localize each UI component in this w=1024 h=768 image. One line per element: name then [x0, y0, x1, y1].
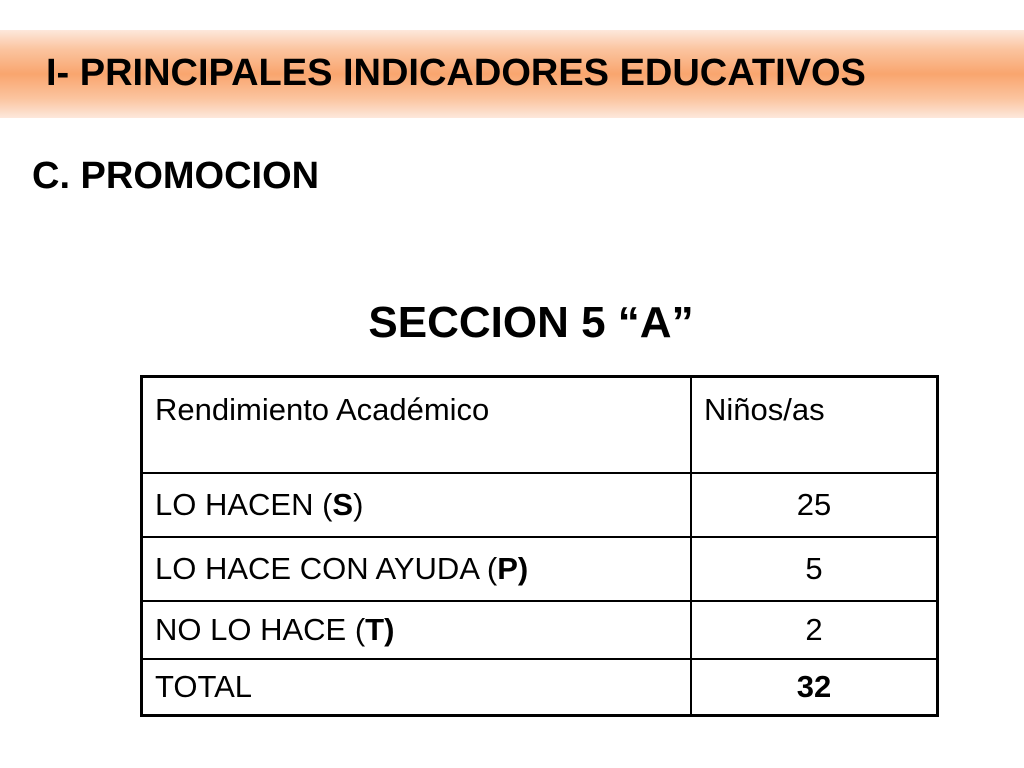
- total-label: TOTAL: [142, 659, 692, 716]
- table-row: [142, 473, 938, 537]
- row-value: 2: [691, 601, 938, 659]
- row-code: S: [332, 487, 354, 522]
- column-header: Niños/as: [691, 377, 938, 474]
- row-label: [142, 601, 692, 659]
- table-row: [142, 601, 938, 659]
- row-label: [142, 473, 692, 537]
- table-header-row: [142, 377, 938, 474]
- table-total-row: [142, 659, 938, 716]
- column-header: Rendimiento Académico: [142, 377, 692, 474]
- table-row: [142, 537, 938, 601]
- row-code: P): [497, 551, 529, 586]
- row-value: 5: [691, 537, 938, 601]
- total-value: 32: [691, 659, 938, 716]
- row-label: [142, 537, 692, 601]
- row-label-text: NO LO HACE (: [155, 612, 366, 647]
- row-code: T): [365, 612, 395, 647]
- row-label-close: ): [353, 487, 364, 522]
- row-label-text: LO HACE CON AYUDA (: [155, 551, 498, 586]
- subtitle: C. PROMOCION: [32, 155, 320, 197]
- row-value: 25: [691, 473, 938, 537]
- row-label-text: LO HACEN (: [155, 487, 333, 522]
- performance-table: [140, 375, 939, 717]
- section-title: SECCION 5 “A”: [368, 298, 694, 347]
- slide-title: I- PRINCIPALES INDICADORES EDUCATIVOS: [46, 52, 866, 94]
